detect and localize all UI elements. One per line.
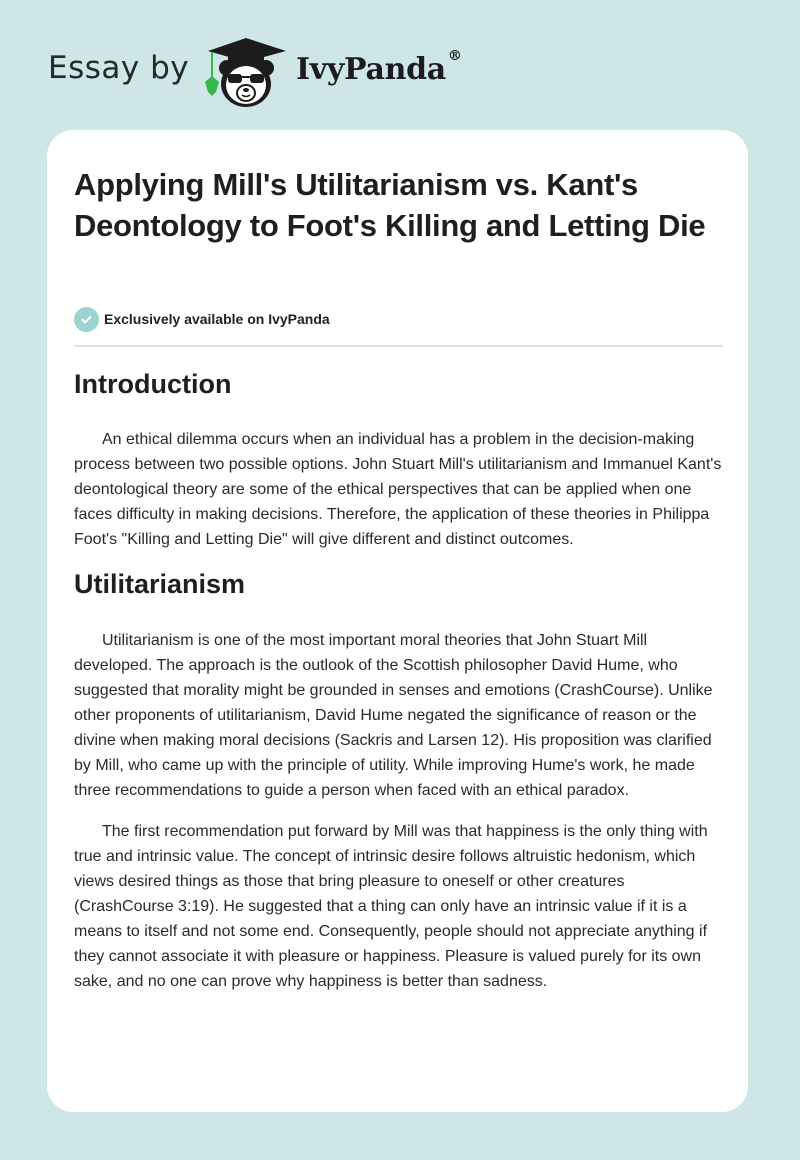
essay-body [74,362,726,994]
section-heading-utilitarianism: Utilitarianism [74,569,246,599]
exclusive-badge [74,306,330,332]
essay-card [47,130,748,1112]
brand-name: IvyPanda [296,52,446,87]
panda-graduation-cap-icon[interactable] [200,34,292,110]
essay-title: Applying Mill's Utilitarianism vs. Kant's Deontology to Foot's Killing and Letting Die [74,167,706,243]
exclusive-label: Exclusively available on IvyPanda [104,311,330,327]
site-header [0,0,800,130]
essay-by-label: Essay by [48,50,190,86]
registered-mark: ® [447,48,462,64]
paragraph: The first recommendation put forward by Mill was that happiness is the only thing with true and intrinsic value. The concept of intrinsic desire follows altruistic hedonism, which views desired things as those that bring pleasure to oneself or other creatures (CrashCourse 3:19). He suggested that a thing can only have an intrinsic value if it is a means to itself and not some end. Consequently, people should not appreciate anything if they cannot associate it with pleasure or happiness. Pleasure is valued purely for its own sake, and no one can prove why happiness is better than sadness. [74,823,708,990]
paragraph: Utilitarianism is one of the most important moral theories that John Stuart Mill developed. The approach is the outlook of the Scottish philosopher David Hume, who suggested that morality might be grounded in senses and emotions (CrashCourse). Unlike other proponents of utilitarianism, David Hume negated the significance of reason or the divine when making moral decisions (Sackris and Larsen 12). His proposition was clarified by Mill, who came up with the principle of utility. While improving Hume's work, he made three recommendations to guide a person when faced with an ethical paradox. [74,632,713,799]
brand-logo-text[interactable] [296,48,462,87]
check-circle-icon [74,307,99,332]
section-heading-introduction: Introduction [74,369,232,399]
paragraph: An ethical dilemma occurs when an individual has a problem in the decision-making process between two possible options. John Stuart Mill's utilitarianism and Immanuel Kant's deontological theory are some of the ethical perspectives that can be applied when one faces difficulty in making decisions. Therefore, the application of these theories in Philippa Foot's "Killing and Letting Die" will give different and distinct outcomes. [74,431,722,548]
divider [74,345,723,347]
